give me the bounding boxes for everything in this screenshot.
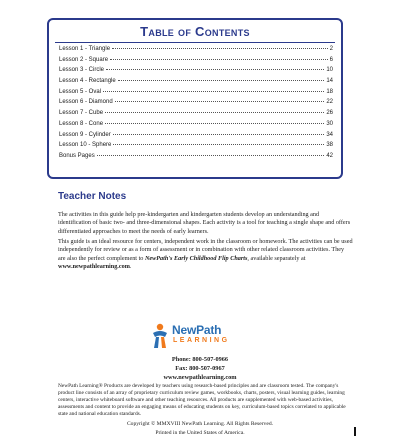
toc-leader-dots: [113, 144, 324, 145]
toc-item[interactable]: [59, 89, 333, 100]
teacher-notes-paragraph-1: The activities in this guide help pre-kindergarten and kindergarten students develop an understanding and identification of basic two- and three-dimensional shapes. Each activity is a tool for teaching a single shape and offers differentiated approaches to meet the needs of early learners.: [58, 211, 351, 235]
toc-item-label: Lesson 10 - Sphere: [59, 142, 112, 149]
logo-subtitle: LEARNING: [173, 337, 230, 344]
toc-leader-dots: [110, 59, 328, 60]
toc-item[interactable]: [59, 78, 333, 89]
toc-leader-dots: [113, 134, 325, 135]
toc-item-label: Lesson 3 - Circle: [59, 67, 105, 74]
toc-title: Table of Contents: [140, 24, 250, 39]
toc-leader-dots: [112, 48, 328, 49]
logo-figure-icon: [150, 323, 170, 349]
toc-item-page: 34: [326, 131, 333, 138]
toc-item[interactable]: [59, 46, 333, 57]
toc-item-label: Lesson 4 - Rectangle: [59, 78, 116, 85]
contact-fax: Fax: 800-507-0967: [175, 365, 225, 372]
toc-item-page: 18: [326, 88, 333, 95]
copyright-line: Copyright © MMXVIII NewPath Learning. All Rights Reserved.: [126, 421, 274, 427]
toc-title-rule: [55, 42, 335, 43]
toc-list: [49, 46, 341, 164]
teacher-notes-paragraph-2: [58, 238, 353, 272]
toc-item-label: Lesson 8 - Cone: [59, 120, 104, 127]
toc-leader-dots: [106, 69, 324, 70]
toc-item[interactable]: [59, 153, 333, 164]
about-paragraph: NewPath Learning® Products are developed by teachers using research-based principles and are classroom tested. The company's product line consists of an array of proprietary curriculum review games, workbooks, charts, posters, visual learning guides, learning centers, interactive whiteboard software and other teaching resources. All products are supplemented with web-based activities, assessments and content to provide an engaging means of educating students on key, curriculum-based topics correlated to applicable state and national education standards.: [58, 383, 346, 417]
website-link[interactable]: www.newpathlearning.com: [58, 263, 130, 271]
contact-website[interactable]: www.newpathlearning.com: [163, 374, 237, 381]
toc-item[interactable]: [59, 142, 333, 153]
toc-item-page: 22: [326, 99, 333, 106]
toc-item-page: 6: [329, 56, 333, 63]
page-marker: [354, 427, 356, 436]
toc-item-page: 30: [326, 120, 333, 127]
toc-item-page: 2: [329, 46, 333, 52]
toc-item-label: Lesson 1 - Triangle: [59, 46, 111, 52]
toc-leader-dots: [97, 155, 325, 156]
toc-item[interactable]: [59, 67, 333, 78]
teacher-notes-heading: Teacher Notes: [58, 191, 127, 202]
toc-leader-dots: [118, 80, 325, 81]
logo-name: NewPath: [172, 323, 222, 337]
toc-item-page: 26: [326, 110, 333, 117]
contact-phone: Phone: 800-507-0966: [171, 356, 229, 363]
toc-item-label: Bonus Pages: [59, 152, 95, 159]
newpath-logo: [150, 323, 246, 349]
toc-item[interactable]: [59, 110, 333, 121]
toc-item-page: 42: [326, 152, 333, 159]
paragraph-2-text: This guide is an ideal resource for centers, independent work in the classroom or homework. The activities can be used independently for review or as a form of assessment or in combination with other related classroom activities. They are also the perfect complement to: [58, 238, 353, 262]
paragraph-2-middle: , available separately at: [247, 254, 306, 262]
toc-item-label: Lesson 6 - Diamond: [59, 99, 113, 106]
table-of-contents-box: [47, 18, 343, 179]
toc-item[interactable]: [59, 99, 333, 110]
toc-leader-dots: [105, 123, 324, 124]
toc-leader-dots: [105, 112, 324, 113]
toc-item-label: Lesson 7 - Cube: [59, 110, 104, 117]
toc-item-label: Lesson 5 - Oval: [59, 88, 102, 95]
toc-leader-dots: [103, 91, 324, 92]
toc-item-label: Lesson 9 - Cylinder: [59, 131, 111, 138]
toc-item-page: 14: [326, 78, 333, 85]
paragraph-2-end: .: [129, 263, 132, 271]
toc-item-label: Lesson 2 - Square: [59, 56, 109, 63]
toc-item-page: 38: [326, 142, 333, 149]
printed-line: Printed in the United States of America.: [155, 430, 245, 436]
toc-item-page: 10: [326, 67, 333, 74]
toc-item[interactable]: [59, 132, 333, 143]
flip-charts-title: NewPath's Early Childhood Flip Charts: [144, 254, 248, 262]
toc-leader-dots: [115, 101, 325, 102]
toc-item[interactable]: [59, 121, 333, 132]
toc-item[interactable]: [59, 57, 333, 68]
